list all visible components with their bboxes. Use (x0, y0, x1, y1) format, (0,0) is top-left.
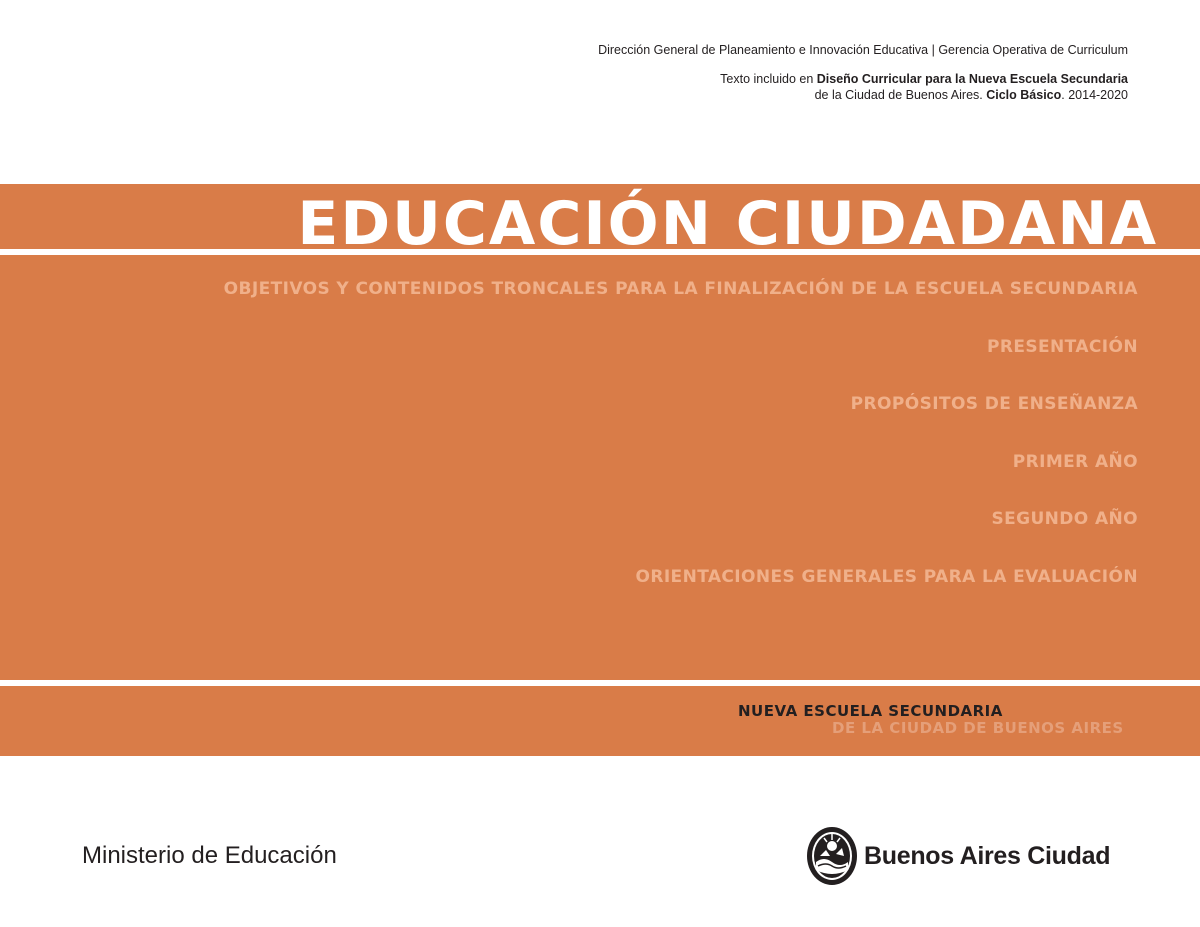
contents-item-presentacion[interactable]: PRESENTACIÓN (987, 336, 1138, 357)
buenos-aires-shield-icon (806, 826, 858, 886)
included-text-line: Texto incluido en Diseño Curricular para la Nueva Escuela Secundaria (720, 72, 1128, 86)
program-city: DE LA CIUDAD DE BUENOS AIRES (832, 719, 1124, 737)
header-credits (598, 42, 1128, 103)
curriculum-title: Diseño Curricular para la Nueva Escuela Secundaria (816, 72, 1128, 86)
ministry-name: Ministerio de Educación (82, 842, 337, 869)
direction-line: Dirección General de Planeamiento e Innovación Educativa | Gerencia Operativa de Curriculum (598, 43, 1128, 57)
page-title: EDUCACIÓN CIUDADANA (297, 189, 1158, 259)
city-brand-name: Buenos Aires Ciudad (864, 842, 1111, 870)
contents-item-objetivos[interactable]: OBJETIVOS Y CONTENIDOS TRONCALES PARA LA FINALIZACIÓN DE LA ESCUELA SECUNDARIA (223, 279, 1138, 299)
contents-item-propositos[interactable]: PROPÓSITOS DE ENSEÑANZA (850, 394, 1138, 414)
contents-list (224, 278, 1138, 623)
contents-item-segundo-ano[interactable]: SEGUNDO AÑO (991, 509, 1138, 529)
city-cycle-line: de la Ciudad de Buenos Aires. Ciclo Básico. 2014-2020 (814, 88, 1128, 102)
cycle-name: Ciclo Básico (986, 88, 1062, 102)
contents-item-primer-ano[interactable]: PRIMER AÑO (1012, 451, 1138, 472)
program-name: NUEVA ESCUELA SECUNDARIA (738, 702, 1003, 720)
contents-item-orientaciones[interactable]: ORIENTACIONES GENERALES PARA LA EVALUACIÓN (635, 566, 1138, 587)
